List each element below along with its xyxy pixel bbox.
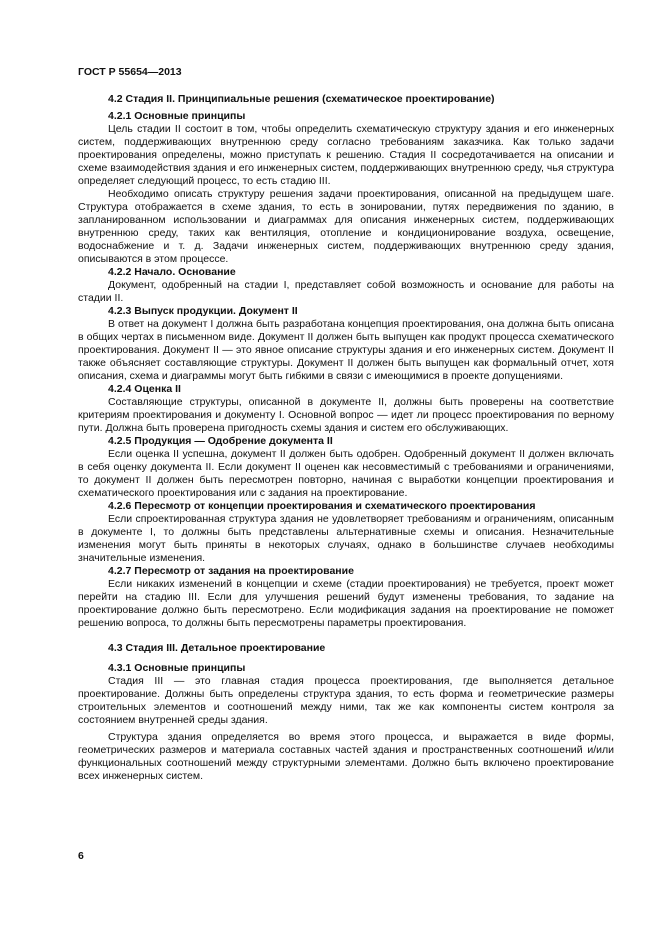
- subsection-heading: 4.2.3 Выпуск продукции. Документ II: [108, 305, 298, 317]
- subsection-heading: 4.2.6 Пересмотр от концепции проектирования и схематического проектирования: [108, 500, 536, 512]
- subsection-heading: 4.2.2 Начало. Основание: [108, 266, 236, 278]
- paragraph: В ответ на документ I должна быть разработана концепция проектирования, она должна быть описана в общих чертах в письменном виде. Документ II должен быть выпущен как продукт процесса схематического проектирования. Документ II — это явное описание структуры здания и его инженерных систем. Документ II также объясняет составляющие структуры. Документ II должен быть выпущен как формальный отчет, хотя описания, схема и диаграммы могут быть гибкими в связи с имеющимися в проекте допущениями.: [78, 318, 614, 382]
- document-header: ГОСТ Р 55654—2013: [78, 66, 182, 78]
- page-number: 6: [78, 850, 84, 862]
- section-heading: 4.2 Стадия II. Принципиальные решения (схематическое проектирование): [108, 93, 495, 105]
- paragraph: Необходимо описать структуру решения задачи проектирования, описанной на предыдущем шаге. Структура отображается в схеме здания, то есть в зонировании, путях передвижения по зданию, в запланированном использовании и диаграммах для описания инженерных систем, поддерживающих внутреннюю среду, таких как вентиляция, отопление и кондиционирование воздуха, освещение, водоснабжение и т. д. Задачи инженерных систем, поддерживающих внутреннюю среду здания, описываются в этом процессе.: [78, 188, 614, 265]
- paragraph: Стадия III — это главная стадия процесса проектирования, где выполняется детальное проектирование. Должны быть определены структура здания, то есть форма и геометрические размеры строительных элементов и соотношений между ними, так же как компоненты систем контроля за состоянием внутренней среды здания.: [78, 675, 614, 726]
- subsection-heading: 4.2.7 Пересмотр от задания на проектирование: [108, 565, 354, 577]
- paragraph: Если спроектированная структура здания не удовлетворяет требованиям и ограничениям, описанным в документе I, то должны быть представлены альтернативные схемы и описания. Незначительные изменения могут быть приняты в некоторых случаях, однако в большинстве случаев необходимы значительные изменения.: [78, 513, 614, 564]
- subsection-heading: 4.3.1 Основные принципы: [108, 662, 246, 674]
- paragraph: Если никаких изменений в концепции и схеме (стадии проектирования) не требуется, проект может перейти на стадию III. Если для улучшения решений будут изменены требования, то задание на проектирование должно быть пересмотрено. Если модификация задания на проектирование не поможет решению вопроса, то должны быть пересмотрены параметры проектирования.: [78, 578, 614, 629]
- subsection-heading: 4.2.5 Продукция — Одобрение документа II: [108, 435, 333, 447]
- document-body: [78, 93, 614, 783]
- subsection-heading: 4.2.4 Оценка II: [108, 383, 181, 395]
- paragraph: Составляющие структуры, описанной в документе II, должны быть проверены на соответствие критериям проектирования и документу I. Основной вопрос — идет ли процесс проектирования по верному пути. Должна быть проверена пригодность схемы здания и систем его обслуживающих.: [78, 396, 614, 434]
- subsection-heading: 4.2.1 Основные принципы: [108, 110, 246, 122]
- paragraph: Структура здания определяется во время этого процесса, и выражается в виде формы, геометрических размеров и материала составных частей здания и пространственных соотношений и/или функциональных соотношений между структурными элементами. Должно быть включено проектирование всех инженерных систем.: [78, 731, 614, 782]
- paragraph: Документ, одобренный на стадии I, представляет собой возможность и основание для работы на стадии II.: [78, 279, 614, 304]
- paragraph: Если оценка II успешна, документ II должен быть одобрен. Одобренный документ II должен включать в себя оценку документа II. Если документ II оценен как несовместимый с требованиями и ограничениями, то документ II должен быть пересмотрен повторно, начиная с выработки концепции проектирования и схематического проектирования или с задания на проектирование.: [78, 448, 614, 499]
- paragraph: Цель стадии II состоит в том, чтобы определить схематическую структуру здания и его инженерных систем, поддерживающих внутреннюю среду согласно требованиям заказчика. Как только задачи проектирования определены, можно приступать к решению. Стадия II сосредотачивается на описании и схеме взаимодействия здания и его инженерных систем, поддерживающих внутреннюю среду, чья структура определяет следующий процесс, то есть стадию III.: [78, 123, 614, 187]
- section-heading: 4.3 Стадия III. Детальное проектирование: [108, 642, 326, 654]
